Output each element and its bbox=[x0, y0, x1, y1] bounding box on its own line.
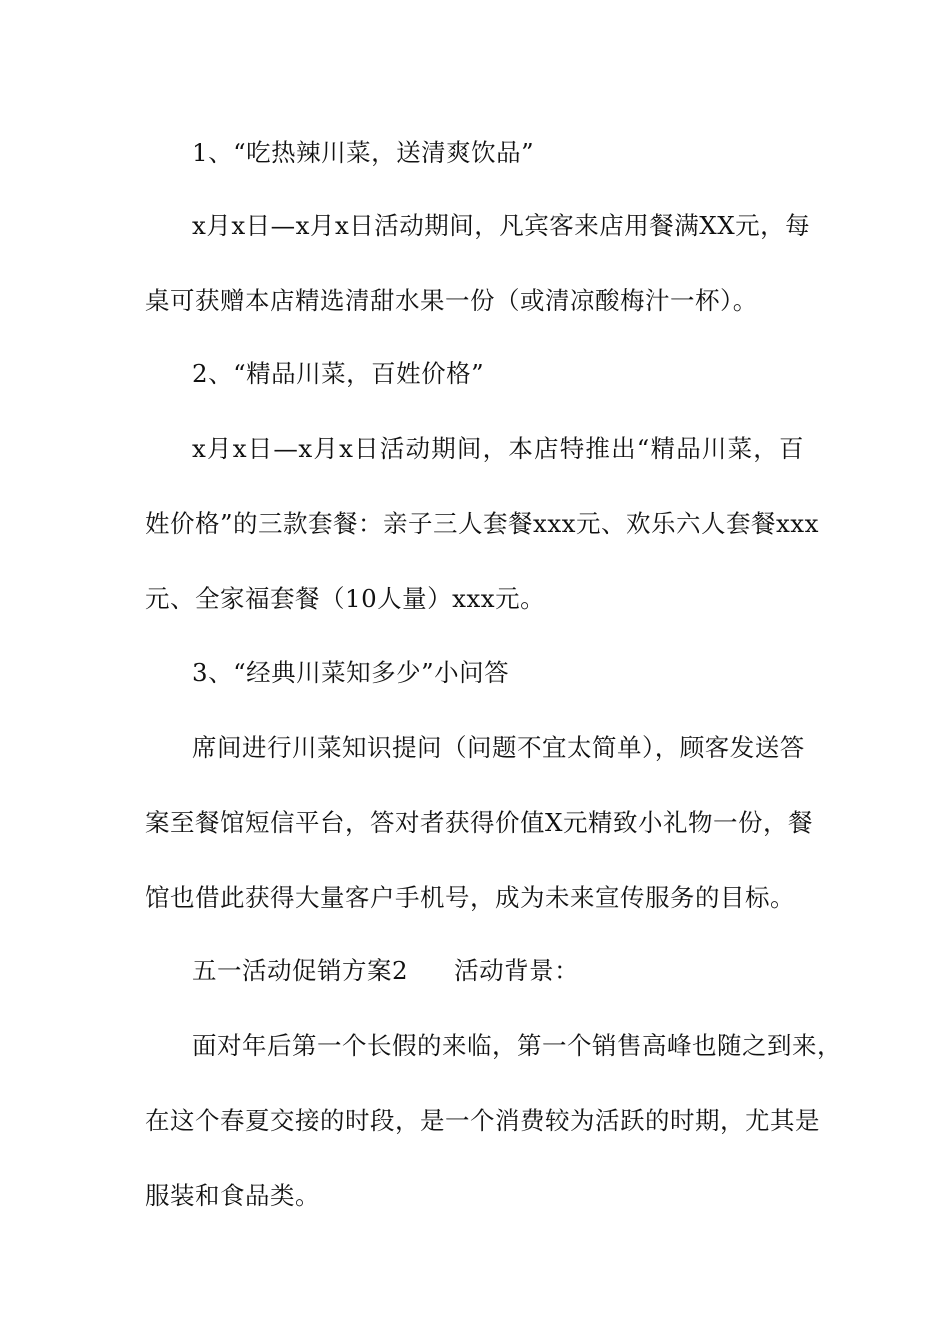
background-body-line-1: 面对年后第一个长假的来临，第一个销售高峰也随之到来， bbox=[192, 1031, 842, 1060]
item3-body-line-3: 馆也借此获得大量客户手机号，成为未来宣传服务的目标。 bbox=[145, 883, 795, 912]
item1-heading: 1、“吃热辣川菜，送清爽饮品” bbox=[192, 138, 535, 167]
section2-subtitle: 活动背景： bbox=[454, 956, 580, 985]
section2-heading-row bbox=[192, 955, 862, 987]
item2-heading: 2、“精品川菜，百姓价格” bbox=[192, 359, 485, 388]
item2-body-line-3: 元、全家福套餐（10人量）xxx元。 bbox=[145, 584, 546, 613]
item3-body-line-2: 案至餐馆短信平台，答对者获得价值X元精致小礼物一份，餐 bbox=[145, 808, 813, 837]
item3-heading: 3、“经典川菜知多少”小问答 bbox=[192, 658, 510, 687]
item3-body-line-1: 席间进行川菜知识提问（问题不宜太简单），顾客发送答 bbox=[192, 733, 805, 762]
background-body-line-3: 服装和食品类。 bbox=[145, 1181, 320, 1210]
background-body-line-2: 在这个春夏交接的时段，是一个消费较为活跃的时期，尤其是 bbox=[145, 1106, 820, 1135]
item1-body-line-2: 桌可获赠本店精选清甜水果一份（或清凉酸梅汁一杯）。 bbox=[145, 286, 758, 315]
section2-title: 五一活动促销方案2 bbox=[192, 956, 409, 985]
item2-body-line-1: x月x日—x月x日活动期间，本店特推出“精品川菜，百 bbox=[192, 434, 804, 463]
item2-body-line-2: 姓价格”的三款套餐：亲子三人套餐xxx元、欢乐六人套餐xxx bbox=[145, 509, 819, 538]
item1-body-line-1: x月x日—x月x日活动期间，凡宾客来店用餐满XX元，每 bbox=[192, 211, 811, 240]
